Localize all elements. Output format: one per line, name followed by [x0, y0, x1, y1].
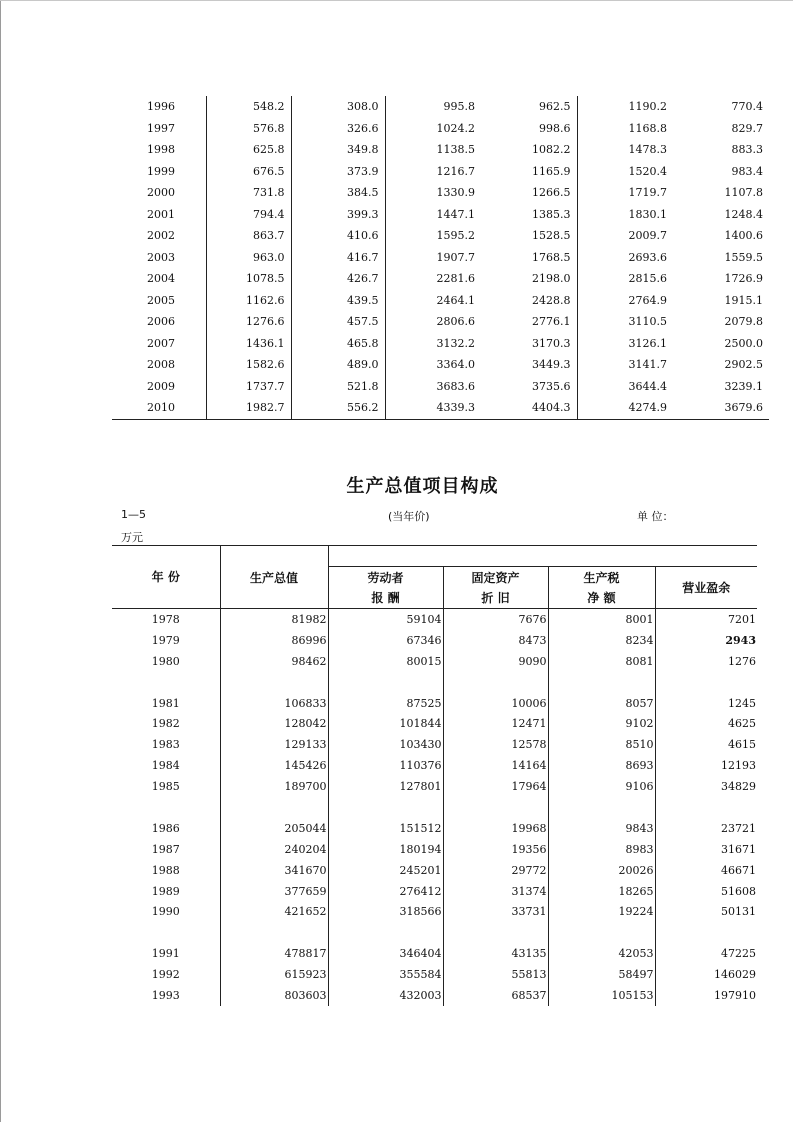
value-cell: 7676 [443, 609, 548, 630]
value-cell: 12193 [655, 755, 757, 776]
year-cell: 2004 [147, 272, 175, 286]
year-cell: 1990 [151, 905, 180, 919]
value-cell: 1520.4 [577, 161, 673, 183]
value-cell: 3110.5 [577, 311, 673, 333]
value-cell: 19356 [443, 839, 548, 860]
value-cell: 1447.1 [385, 204, 481, 226]
spacer-row [112, 797, 757, 818]
value-cell: 2198.0 [532, 272, 571, 286]
continued-data-table [112, 96, 769, 420]
value-cell: 3132.2 [385, 333, 481, 355]
value-cell: 146029 [655, 964, 757, 985]
table-row [112, 881, 757, 902]
value-cell: 86996 [220, 630, 328, 651]
year-cell: 1985 [151, 780, 180, 794]
gdp-composition-table-body [112, 609, 757, 1006]
value-cell: 8693 [548, 755, 655, 776]
header-fixed-asset-depreciation: 固定资产 折 旧 [443, 567, 548, 609]
value-cell: 1436.1 [206, 333, 291, 355]
value-cell: 1737.7 [206, 376, 291, 398]
table-row [112, 964, 757, 985]
value-cell: 47225 [655, 943, 757, 964]
table-row [112, 118, 769, 140]
value-cell: 995.8 [385, 96, 481, 118]
value-cell: 1138.5 [385, 139, 481, 161]
value-cell: 3364.0 [385, 354, 481, 376]
table-row [112, 96, 769, 118]
table-row [112, 161, 769, 183]
value-cell: 3644.4 [577, 376, 673, 398]
value-cell: 50131 [655, 901, 757, 922]
value-cell: 276412 [328, 881, 443, 902]
value-cell: 8234 [548, 630, 655, 651]
table-code: 1—5 [121, 508, 146, 521]
value-cell: 110376 [328, 755, 443, 776]
value-cell: 80015 [328, 651, 443, 672]
value-cell: 2079.8 [724, 315, 763, 329]
value-cell: 1276 [655, 651, 757, 672]
header-labor-compensation: 劳动者 报 酬 [328, 567, 443, 609]
year-cell: 1988 [151, 863, 180, 877]
value-cell: 43135 [443, 943, 548, 964]
year-cell: 1987 [151, 842, 180, 856]
spacer-cell [655, 922, 757, 943]
value-cell: 55813 [443, 964, 548, 985]
value-cell: 346404 [328, 943, 443, 964]
spacer-cell [443, 922, 548, 943]
spacer-cell [655, 672, 757, 693]
value-cell: 4625 [655, 713, 757, 734]
spacer-cell [655, 797, 757, 818]
spacer-cell [328, 922, 443, 943]
value-cell: 1768.5 [532, 250, 571, 264]
page-left-edge [0, 0, 1, 1122]
value-cell: 12471 [443, 713, 548, 734]
value-cell: 432003 [328, 985, 443, 1006]
value-cell: 2693.6 [577, 247, 673, 269]
year-cell: 1986 [151, 821, 180, 835]
value-cell: 341670 [220, 860, 328, 881]
value-cell: 1907.7 [385, 247, 481, 269]
table-row [112, 839, 757, 860]
value-cell: 349.8 [291, 139, 385, 161]
value-cell: 308.0 [291, 96, 385, 118]
header-operating-surplus: 营业盈余 [655, 567, 757, 609]
value-cell: 770.4 [731, 100, 763, 114]
value-cell: 1245 [655, 693, 757, 714]
value-cell: 129133 [220, 734, 328, 755]
table-row [112, 943, 757, 964]
table-row [112, 609, 757, 630]
value-cell: 101844 [328, 713, 443, 734]
value-cell: 803603 [220, 985, 328, 1006]
table-row [112, 182, 769, 204]
value-cell: 29772 [443, 860, 548, 881]
year-cell: 2003 [147, 250, 175, 264]
value-cell: 12578 [443, 734, 548, 755]
value-cell: 416.7 [291, 247, 385, 269]
value-cell: 478817 [220, 943, 328, 964]
table-row [112, 139, 769, 161]
unit-value: 万元 [121, 531, 143, 544]
spacer-cell [220, 672, 328, 693]
value-cell: 51608 [655, 881, 757, 902]
value-cell: 355584 [328, 964, 443, 985]
value-cell: 42053 [548, 943, 655, 964]
year-cell: 2002 [147, 229, 175, 243]
value-cell: 20026 [548, 860, 655, 881]
value-cell: 189700 [220, 776, 328, 797]
value-cell: 1162.6 [206, 290, 291, 312]
value-cell: 240204 [220, 839, 328, 860]
value-cell: 127801 [328, 776, 443, 797]
value-cell: 17964 [443, 776, 548, 797]
value-cell: 377659 [220, 881, 328, 902]
value-cell: 19224 [548, 901, 655, 922]
value-cell: 1024.2 [385, 118, 481, 140]
value-cell: 3683.6 [385, 376, 481, 398]
value-cell: 2776.1 [532, 315, 571, 329]
value-cell: 9102 [548, 713, 655, 734]
year-cell: 1992 [151, 968, 180, 982]
table-row [112, 376, 769, 398]
value-cell: 983.4 [731, 164, 763, 178]
table-row [112, 985, 757, 1006]
value-cell: 245201 [328, 860, 443, 881]
value-cell: 8081 [548, 651, 655, 672]
table-row [112, 333, 769, 355]
year-cell: 1991 [151, 947, 180, 961]
year-cell: 1984 [151, 759, 180, 773]
value-cell: 67346 [328, 630, 443, 651]
value-cell: 31374 [443, 881, 548, 902]
table-row [112, 713, 757, 734]
table-row [112, 776, 757, 797]
value-cell: 410.6 [291, 225, 385, 247]
value-cell: 105153 [548, 985, 655, 1006]
value-cell: 1082.2 [532, 143, 571, 157]
value-cell: 197910 [655, 985, 757, 1006]
spacer-cell [443, 672, 548, 693]
value-cell: 1165.9 [532, 164, 571, 178]
value-cell: 576.8 [206, 118, 291, 140]
year-cell: 1981 [151, 696, 180, 710]
spacer-cell [112, 797, 220, 818]
year-cell: 1996 [147, 100, 175, 114]
value-cell: 59104 [328, 609, 443, 630]
value-cell: 106833 [220, 693, 328, 714]
value-cell: 2902.5 [724, 358, 763, 372]
value-cell: 205044 [220, 818, 328, 839]
value-cell: 98462 [220, 651, 328, 672]
value-cell: 326.6 [291, 118, 385, 140]
value-cell: 1216.7 [385, 161, 481, 183]
gdp-composition-table [112, 546, 757, 1006]
spacer-cell [548, 922, 655, 943]
value-cell: 2500.0 [724, 336, 763, 350]
value-cell: 180194 [328, 839, 443, 860]
year-cell: 1997 [147, 121, 175, 135]
value-cell: 439.5 [291, 290, 385, 312]
spacer-cell [328, 672, 443, 693]
value-cell: 10006 [443, 693, 548, 714]
value-cell: 1595.2 [385, 225, 481, 247]
value-cell: 3239.1 [724, 379, 763, 393]
table-row [112, 290, 769, 312]
section-title: 生产总值项目构成 [346, 476, 499, 497]
year-cell: 1989 [151, 884, 180, 898]
year-cell: 2000 [147, 186, 175, 200]
page-top-edge [0, 0, 793, 1]
value-cell: 2464.1 [385, 290, 481, 312]
year-cell: 2001 [147, 207, 175, 221]
value-cell: 426.7 [291, 268, 385, 290]
header-net-production-tax: 生产税 净 额 [548, 567, 655, 609]
value-cell: 8057 [548, 693, 655, 714]
value-cell: 23721 [655, 818, 757, 839]
value-cell: 998.6 [539, 121, 571, 135]
value-cell: 521.8 [291, 376, 385, 398]
value-cell: 1478.3 [577, 139, 673, 161]
value-cell: 8983 [548, 839, 655, 860]
value-cell: 556.2 [291, 397, 385, 419]
continued-table-body [112, 96, 769, 419]
value-cell: 7201 [655, 609, 757, 630]
value-cell: 8510 [548, 734, 655, 755]
spacer-row [112, 922, 757, 943]
value-cell: 625.8 [206, 139, 291, 161]
table-row [112, 354, 769, 376]
header-gdp: 生产总值 [220, 546, 328, 609]
table-row [112, 268, 769, 290]
unit-label: 单 位： [637, 510, 674, 523]
value-cell: 9106 [548, 776, 655, 797]
value-cell: 9843 [548, 818, 655, 839]
value-cell: 1385.3 [532, 207, 571, 221]
table-row [112, 204, 769, 226]
value-cell: 963.0 [206, 247, 291, 269]
value-cell: 3679.6 [673, 397, 769, 419]
value-cell: 1168.8 [577, 118, 673, 140]
value-cell: 1915.1 [724, 293, 763, 307]
value-cell: 4404.3 [481, 397, 577, 419]
table-row [112, 630, 757, 651]
value-cell: 4274.9 [577, 397, 673, 419]
year-cell: 1978 [151, 612, 180, 626]
table-row [112, 818, 757, 839]
year-cell: 2006 [147, 315, 175, 329]
value-cell: 2428.8 [532, 293, 571, 307]
value-cell: 3126.1 [577, 333, 673, 355]
spacer-cell [548, 797, 655, 818]
value-cell: 1107.8 [724, 186, 763, 200]
value-cell: 2281.6 [385, 268, 481, 290]
value-cell: 4339.3 [385, 397, 481, 419]
table-row [112, 651, 757, 672]
value-cell: 2009.7 [577, 225, 673, 247]
value-cell: 3735.6 [532, 379, 571, 393]
value-cell: 1078.5 [206, 268, 291, 290]
year-cell: 2010 [112, 397, 206, 419]
year-cell: 2005 [147, 293, 175, 307]
year-cell: 1993 [151, 988, 180, 1002]
value-cell: 489.0 [291, 354, 385, 376]
value-cell: 421652 [220, 901, 328, 922]
value-cell: 2806.6 [385, 311, 481, 333]
value-cell: 2764.9 [577, 290, 673, 312]
value-cell: 31671 [655, 839, 757, 860]
value-cell: 8001 [548, 609, 655, 630]
price-basis-note: (当年价) [388, 510, 430, 523]
value-cell: 3141.7 [577, 354, 673, 376]
value-cell: 81982 [220, 609, 328, 630]
value-cell: 14164 [443, 755, 548, 776]
value-cell: 1266.5 [532, 186, 571, 200]
value-cell: 1248.4 [724, 207, 763, 221]
table-row [112, 860, 757, 881]
table-row [112, 755, 757, 776]
table-row [112, 311, 769, 333]
table-row [112, 901, 757, 922]
value-cell: 731.8 [206, 182, 291, 204]
table-row [112, 397, 769, 419]
table-row [112, 734, 757, 755]
value-cell: 1276.6 [206, 311, 291, 333]
value-cell: 34829 [655, 776, 757, 797]
value-cell: 384.5 [291, 182, 385, 204]
value-cell: 373.9 [291, 161, 385, 183]
value-cell: 399.3 [291, 204, 385, 226]
year-cell: 2009 [147, 379, 175, 393]
value-cell: 548.2 [206, 96, 291, 118]
value-cell: 3170.3 [532, 336, 571, 350]
value-cell: 19968 [443, 818, 548, 839]
value-cell: 676.5 [206, 161, 291, 183]
spacer-cell [112, 672, 220, 693]
value-cell: 68537 [443, 985, 548, 1006]
value-cell: 863.7 [206, 225, 291, 247]
value-cell: 58497 [548, 964, 655, 985]
year-cell: 2007 [147, 336, 175, 350]
value-cell: 1719.7 [577, 182, 673, 204]
value-cell: 2815.6 [577, 268, 673, 290]
spacer-cell [443, 797, 548, 818]
value-cell: 883.3 [731, 143, 763, 157]
spacer-cell [328, 797, 443, 818]
spacer-cell [112, 922, 220, 943]
header-year: 年 份 [112, 546, 220, 609]
value-cell: 1400.6 [724, 229, 763, 243]
value-cell: 18265 [548, 881, 655, 902]
value-cell: 457.5 [291, 311, 385, 333]
value-cell: 1528.5 [532, 229, 571, 243]
year-cell: 1983 [151, 738, 180, 752]
year-cell: 1980 [151, 654, 180, 668]
value-cell: 1830.1 [577, 204, 673, 226]
value-cell: 829.7 [731, 121, 763, 135]
value-cell: 1582.6 [206, 354, 291, 376]
value-cell: 4615 [655, 734, 757, 755]
spacer-cell [548, 672, 655, 693]
value-cell: 962.5 [539, 100, 571, 114]
value-cell: 318566 [328, 901, 443, 922]
value-cell: 145426 [220, 755, 328, 776]
value-cell: 8473 [443, 630, 548, 651]
value-cell: 1190.2 [577, 96, 673, 118]
value-cell: 3449.3 [532, 358, 571, 372]
table-row [112, 225, 769, 247]
value-cell: 9090 [443, 651, 548, 672]
value-cell: 128042 [220, 713, 328, 734]
value-cell: 615923 [220, 964, 328, 985]
header-spacer [328, 546, 757, 567]
spacer-cell [220, 922, 328, 943]
value-cell: 1330.9 [385, 182, 481, 204]
year-cell: 1982 [151, 717, 180, 731]
value-cell: 1726.9 [724, 272, 763, 286]
year-cell: 1999 [147, 164, 175, 178]
value-cell: 46671 [655, 860, 757, 881]
value-cell: 151512 [328, 818, 443, 839]
year-cell: 1998 [147, 143, 175, 157]
table-row [112, 247, 769, 269]
value-cell: 794.4 [206, 204, 291, 226]
value-cell: 2943 [655, 630, 757, 651]
year-cell: 1979 [151, 633, 180, 647]
value-cell: 1559.5 [724, 250, 763, 264]
spacer-cell [220, 797, 328, 818]
value-cell: 33731 [443, 901, 548, 922]
value-cell: 87525 [328, 693, 443, 714]
value-cell: 103430 [328, 734, 443, 755]
table-row [112, 693, 757, 714]
year-cell: 2008 [147, 358, 175, 372]
value-cell: 1982.7 [206, 397, 291, 419]
value-cell: 465.8 [291, 333, 385, 355]
spacer-row [112, 672, 757, 693]
